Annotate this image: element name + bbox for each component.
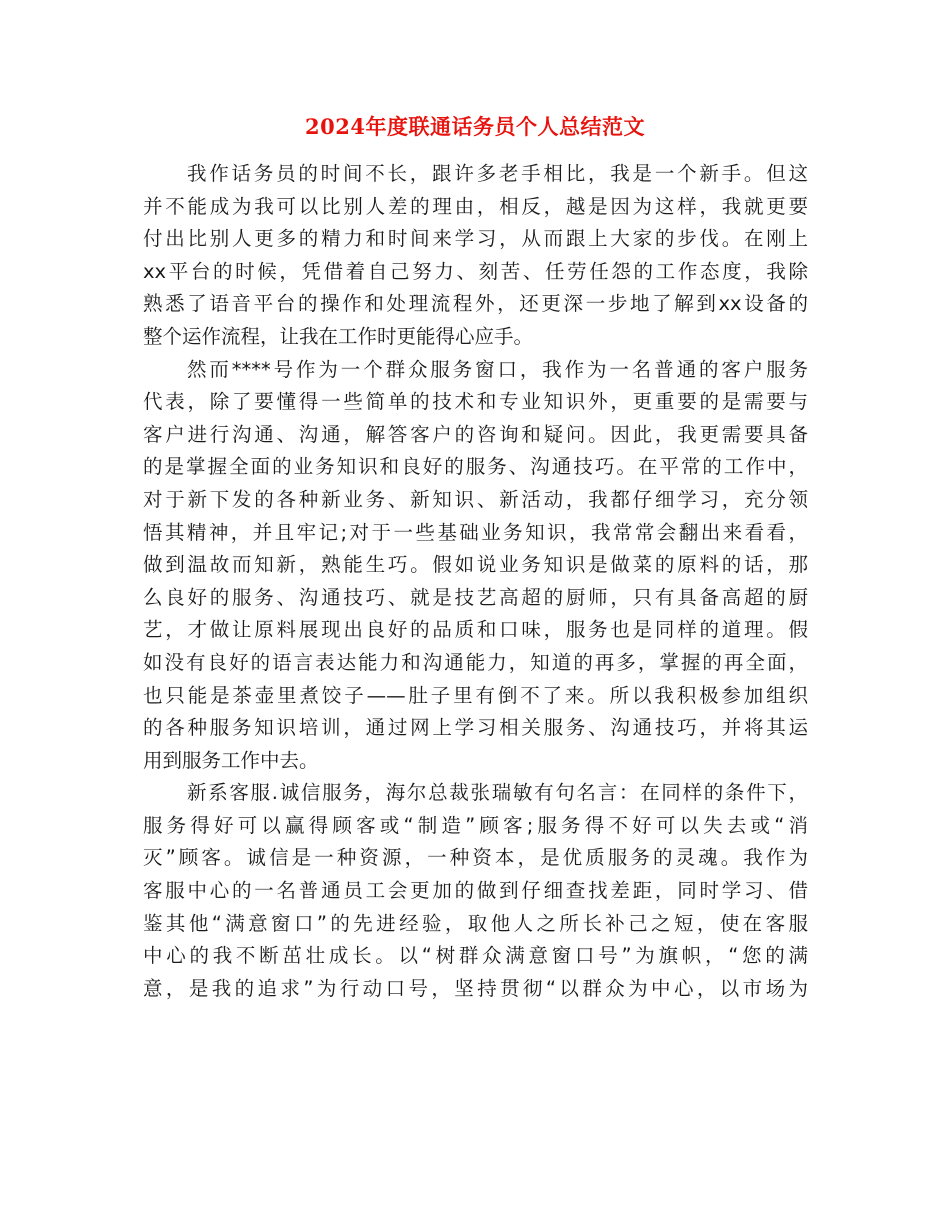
text-line: 鉴其他“满意窗口”的先进经验，取他人之所长补己之短，使在客服 bbox=[143, 911, 808, 935]
text-line: 中心的我不断茁壮成长。以“树群众满意窗口号”为旗帜，“您的满 bbox=[143, 944, 808, 968]
text-line: 的是掌握全面的业务知识和良好的服务、沟通技巧。在平常的工作中， bbox=[143, 455, 808, 479]
text-line: 意，是我的追求”为行动口号，坚持贯彻“以群众为中心，以市场为 bbox=[143, 976, 808, 1000]
text-line: 客服中心的一名普通员工会更加的做到仔细查找差距，同时学习、借 bbox=[143, 879, 808, 903]
text-line: 熟悉了语音平台的操作和处理流程外，还更深一步地了解到xx设备的 bbox=[143, 292, 808, 316]
text-line: 也只能是茶壶里煮饺子——肚子里有倒不了来。所以我积极参加组织 bbox=[143, 683, 808, 707]
text-line: 用到服务工作中去。 bbox=[143, 748, 319, 772]
text-line: 的各种服务知识培训，通过网上学习相关服务、沟通技巧，并将其运 bbox=[143, 716, 808, 740]
text-line: 整个运作流程，让我在工作时更能得心应手。 bbox=[143, 324, 534, 348]
paragraph bbox=[143, 158, 808, 354]
text-line: 艺，才做让原料展现出良好的品质和口味，服务也是同样的道理。假 bbox=[143, 618, 808, 642]
text-line: 然而****号作为一个群众服务窗口，我作为一名普通的客户服务 bbox=[187, 357, 808, 381]
text-line: 付出比别人更多的精力和时间来学习，从而跟上大家的步伐。在刚上 bbox=[143, 227, 808, 251]
text-line: 对于新下发的各种新业务、新知识、新活动，我都仔细学习，充分领 bbox=[143, 487, 808, 511]
document-body bbox=[143, 158, 808, 1005]
text-line: 悟其精神，并且牢记;对于一些基础业务知识，我常常会翻出来看看， bbox=[143, 520, 808, 544]
text-line: 新系客服.诚信服务，海尔总裁张瑞敏有句名言：在同样的条件下， bbox=[187, 781, 808, 805]
paragraph bbox=[143, 354, 808, 778]
text-line: 客户进行沟通、沟通，解答客户的咨询和疑问。因此，我更需要具备 bbox=[143, 422, 808, 446]
text-line: 做到温故而知新，熟能生巧。假如说业务知识是做菜的原料的话，那 bbox=[143, 553, 808, 577]
text-line: 灭”顾客。诚信是一种资源，一种资本，是优质服务的灵魂。我作为 bbox=[143, 846, 808, 870]
paragraph bbox=[143, 777, 808, 1005]
text-line: 服务得好可以赢得顾客或“制造”顾客;服务得不好可以失去或“消 bbox=[143, 813, 808, 837]
text-line: xx平台的时候，凭借着自己努力、刻苦、任劳任怨的工作态度，我除 bbox=[143, 259, 808, 283]
text-line: 并不能成为我可以比别人差的理由，相反，越是因为这样，我就更要 bbox=[143, 194, 808, 218]
text-line: 如没有良好的语言表达能力和沟通能力，知道的再多，掌握的再全面， bbox=[143, 650, 808, 674]
text-line: 代表，除了要懂得一些简单的技术和专业知识外，更重要的是需要与 bbox=[143, 390, 808, 414]
document-title: 2024年度联通话务员个人总结范文 bbox=[305, 114, 645, 139]
text-line: 么良好的服务、沟通技巧、就是技艺高超的厨师，只有具备高超的厨 bbox=[143, 585, 808, 609]
text-line: 我作话务员的时间不长，跟许多老手相比，我是一个新手。但这 bbox=[187, 162, 808, 185]
